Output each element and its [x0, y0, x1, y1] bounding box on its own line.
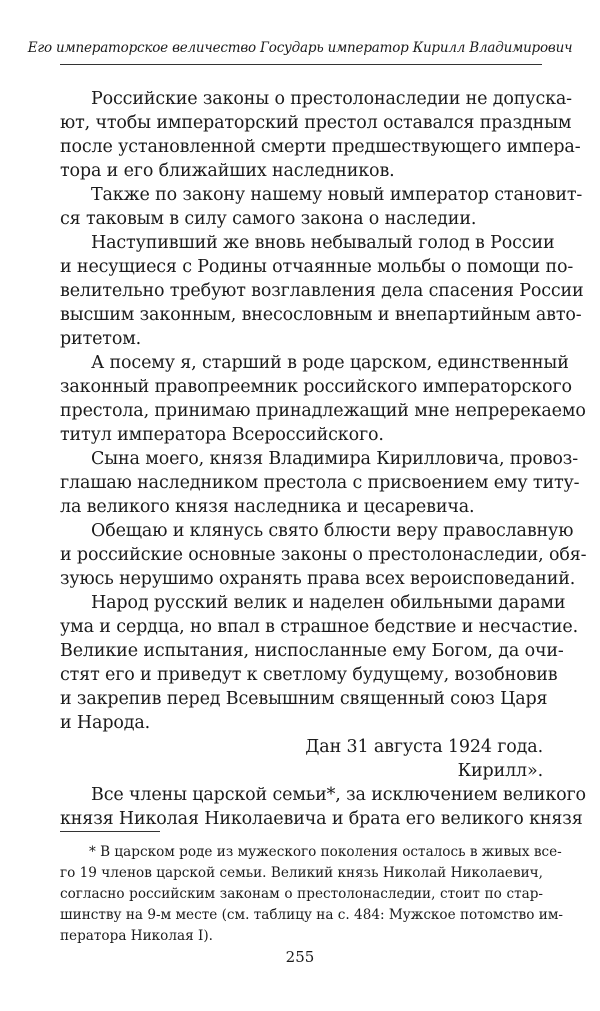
- running-header: Его императорское величество Государь император Кирилл Владимирович: [27, 40, 573, 56]
- text-line: велительно требуют возглавления дела спасения России: [60, 281, 584, 301]
- text-line: князя Николая Николаевича и брата его великого князя: [60, 809, 583, 829]
- footnote-rule: [60, 831, 160, 832]
- text-line: Все члены царской семьи*, за исключением великого: [91, 785, 586, 805]
- text-line: глашаю наследником престола с присвоением ему титу-: [60, 473, 580, 493]
- text-line: Обещаю и клянусь свято блюсти веру православную: [91, 521, 574, 541]
- text-line: ума и сердца, но впал в страшное бедствие и несчастие.: [60, 617, 578, 637]
- footnote-line: * В царском роде из мужеского поколения осталось в живых все-: [89, 844, 562, 860]
- text-line: после установленной смерти предшествующего импера-: [60, 137, 581, 157]
- footnote-line: ператора Николая I).: [60, 928, 213, 944]
- header-rule: [60, 64, 542, 65]
- footnote-line: согласно российским законам о престолонаследии, стоит по стар-: [60, 886, 543, 902]
- signature-name: Кирилл».: [457, 761, 543, 781]
- text-line: и несущиеся с Родины отчаянные мольбы о помощи по-: [60, 257, 574, 277]
- text-line: и закрепив перед Всевышним священный союз Царя: [60, 689, 548, 709]
- text-line: и российские основные законы о престолонаследии, обя-: [60, 545, 587, 565]
- text-line: А посему я, старший в роде царском, единственный: [91, 353, 569, 373]
- footnote-line: го 19 членов царской семьи. Великий князь Николай Николаевич,: [60, 865, 543, 881]
- text-line: ют, чтобы императорский престол оставался праздным: [60, 113, 572, 133]
- text-line: престола, принимаю принадлежащий мне непререкаемо: [60, 401, 586, 421]
- text-line: Также по закону нашему новый император становит-: [91, 185, 583, 205]
- footnote-line: шинству на 9-м месте (см. таблицу на с. 484: Мужское потомство им-: [60, 907, 564, 923]
- text-line: зуюсь нерушимо охранять права всех вероисповеданий.: [60, 569, 576, 589]
- text-line: высшим законным, внесословным и внепартийным авто-: [60, 305, 582, 325]
- signature-date: Дан 31 августа 1924 года.: [305, 737, 543, 757]
- text-line: титул императора Всероссийского.: [60, 425, 384, 445]
- text-line: Народ русский велик и наделен обильными дарами: [91, 593, 566, 613]
- text-line: Российские законы о престолонаследии не допуска-: [91, 89, 572, 109]
- text-line: ся таковым в силу самого закона о наследии.: [60, 209, 477, 229]
- text-line: тора и его ближайших наследников.: [60, 161, 395, 181]
- text-line: стят его и приведут к светлому будущему, возобновив: [60, 665, 558, 685]
- page-number: 255: [285, 948, 315, 966]
- text-line: Великие испытания, ниспосланные ему Богом, да очи-: [60, 641, 564, 661]
- text-line: Сына моего, князя Владимира Кирилловича, провоз-: [91, 449, 578, 469]
- text-line: и Народа.: [60, 713, 151, 733]
- text-line: законный правопреемник российского императорского: [60, 377, 572, 397]
- text-line: ла великого князя наследника и цесаревича.: [60, 497, 475, 517]
- text-line: ритетом.: [60, 329, 142, 349]
- text-line: Наступивший же вновь небывалый голод в России: [91, 233, 555, 253]
